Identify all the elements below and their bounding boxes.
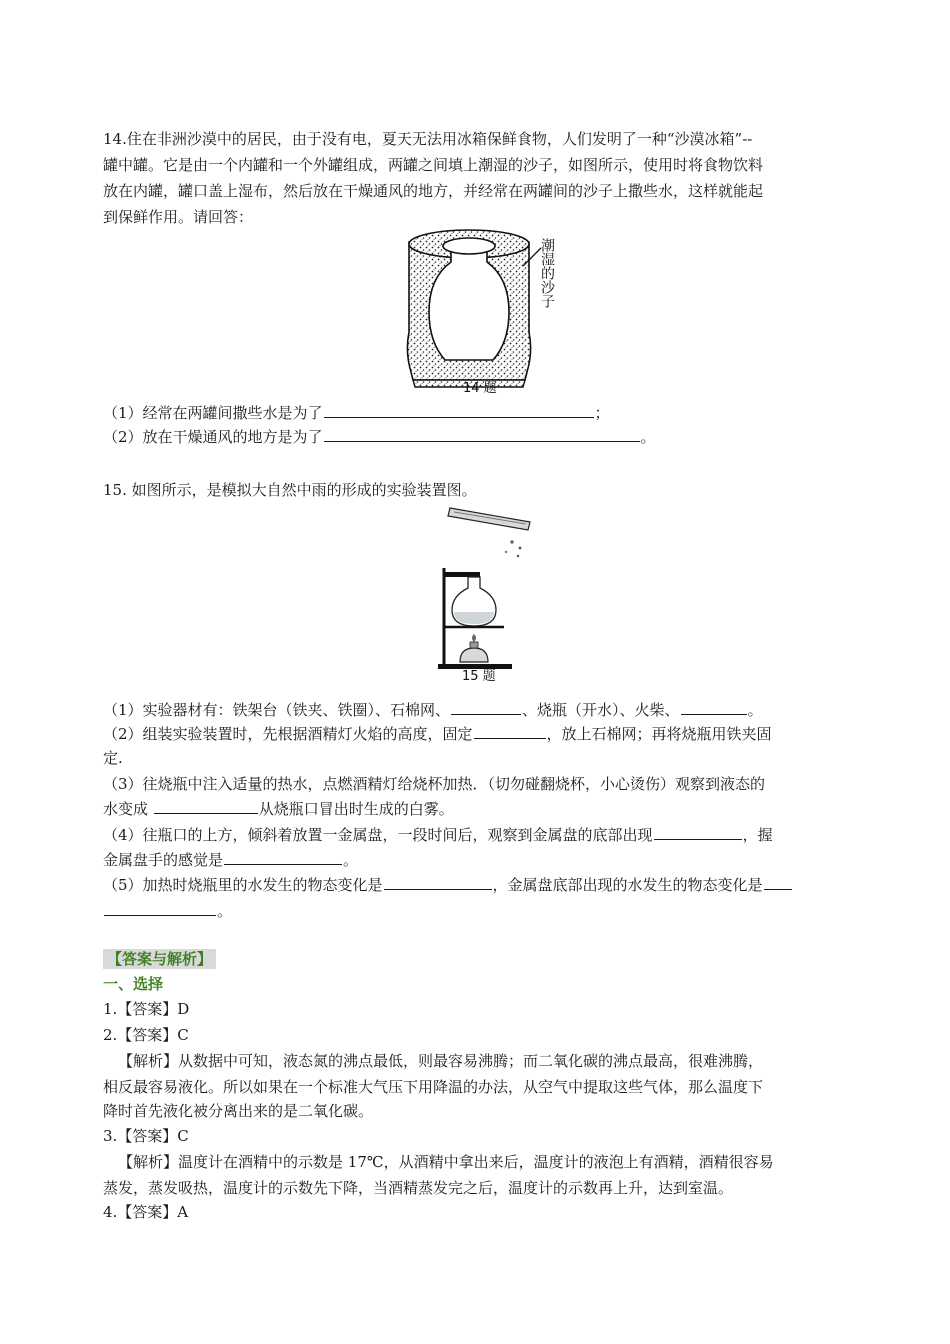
- figure-label-sand: 潮湿的沙子: [539, 238, 555, 308]
- answer-3-explanation-2: 蒸发，蒸发吸热，温度计的示数先下降，当酒精蒸发完之后，温度计的示数再上升，达到室温。: [103, 1179, 734, 1197]
- answer-2-explanation-3: 降时首先液化被分离出来的是二氧化碳。: [103, 1102, 374, 1120]
- answer-blank[interactable]: [324, 425, 640, 442]
- metal-tray: [448, 508, 530, 530]
- rain-apparatus-figure: [430, 502, 540, 684]
- answer-blank[interactable]: [764, 873, 792, 890]
- answer-3-explanation-1: 【解析】温度计在酒精中的示数是 17℃，从酒精中拿出来后，温度计的液泡上有酒精，酒精很容易: [118, 1153, 774, 1171]
- answer-3: 3.【答案】C: [103, 1127, 189, 1145]
- q14-sub2-text: （2）放在干燥通风的地方是为了: [103, 428, 323, 446]
- q15-sub-2-cont: 定.: [103, 749, 123, 767]
- answer-1: 1.【答案】D: [103, 1000, 190, 1018]
- alcohol-lamp: [460, 648, 488, 662]
- answer-2-explanation-2: 相反最容易液化。所以如果在一个标准大气压下用降温的办法，从空气中提取这些气体，那么温度下: [103, 1078, 764, 1096]
- answer-2: 2.【答案】C: [103, 1026, 189, 1044]
- q15-intro: 15. 如图所示，是模拟大自然中雨的形成的实验装置图。: [103, 481, 477, 499]
- answers-heading: 【答案与解析】: [103, 949, 216, 969]
- figure-caption-14: 14 题: [463, 381, 497, 396]
- answer-blank[interactable]: [474, 722, 546, 739]
- q14-line-3: 放在内罐，罐口盖上湿布，然后放在干燥通风的地方，并经常在两罐间的沙子上撒些水，这样就能起: [103, 182, 764, 200]
- answer-blank[interactable]: [224, 848, 342, 865]
- answer-blank[interactable]: [451, 698, 521, 715]
- pot-in-pot-figure: [395, 222, 565, 397]
- q14-line-4: 到保鲜作用。请回答：: [103, 208, 254, 226]
- answer-2-explanation-1: 【解析】从数据中可知，液态氮的沸点最低，则最容易沸腾；而二氧化碳的沸点最高，很难沸腾，: [118, 1052, 764, 1070]
- q15-sub-4: （4）往瓶口的上方，倾斜着放置一金属盘，一段时间后，观察到金属盘的底部出现 ，握: [103, 822, 863, 848]
- answer-blank[interactable]: [104, 899, 216, 916]
- figure-caption-15: 15 题: [462, 669, 496, 684]
- q15-sub-1: （1）实验器材有：铁架台（铁夹、铁圈）、石棉网、 、烧瓶（开水）、火柴、 。: [103, 697, 863, 723]
- answer-blank[interactable]: [154, 797, 258, 814]
- answer-4: 4.【答案】A: [103, 1203, 189, 1221]
- section-title: 一、选择: [103, 975, 164, 993]
- answer-blank[interactable]: [681, 698, 747, 715]
- iron-clamp: [444, 572, 480, 577]
- inner-rim: [443, 238, 495, 254]
- q15-sub-4-cont: 金属盘手的感觉是 。: [103, 847, 863, 873]
- answer-blank[interactable]: [324, 401, 594, 418]
- q15-sub-3-cont: 水变成 从烧瓶口冒出时生成的白雾。: [103, 796, 863, 822]
- q14-sub-1: （1）经常在两罐间撒些水是为了 ；: [103, 400, 863, 426]
- q15-sub-5: （5）加热时烧瓶里的水发生的物态变化是 ，金属盘底部出现的水发生的物态变化是: [103, 872, 863, 898]
- q14-sub-2: （2）放在干燥通风的地方是为了 。: [103, 424, 863, 450]
- q15-sub-2: （2）组装实验装置时，先根据酒精灯火焰的高度，固定 ，放上石棉网；再将烧瓶用铁夹固: [103, 721, 863, 747]
- q14-sub1-text: （1）经常在两罐间撒些水是为了: [103, 404, 323, 422]
- q14-line-2: 罐中罐。它是由一个内罐和一个外罐组成，两罐之间填上潮湿的沙子，如图所示，使用时将食物饮料: [103, 156, 764, 174]
- q15-sub-5-cont: 。: [103, 898, 863, 924]
- q15-sub-3: （3）往烧瓶中注入适量的热水，点燃酒精灯给烧杯加热．（切勿碰翻烧杯，小心烫伤）观察到液态的: [103, 775, 766, 793]
- q14-line-1: 14.住在非洲沙漠中的居民，由于没有电，夏天无法用冰箱保鲜食物，人们发明了一种“沙漠冰箱”--: [103, 130, 753, 148]
- answer-blank[interactable]: [384, 873, 492, 890]
- answer-blank[interactable]: [654, 823, 742, 840]
